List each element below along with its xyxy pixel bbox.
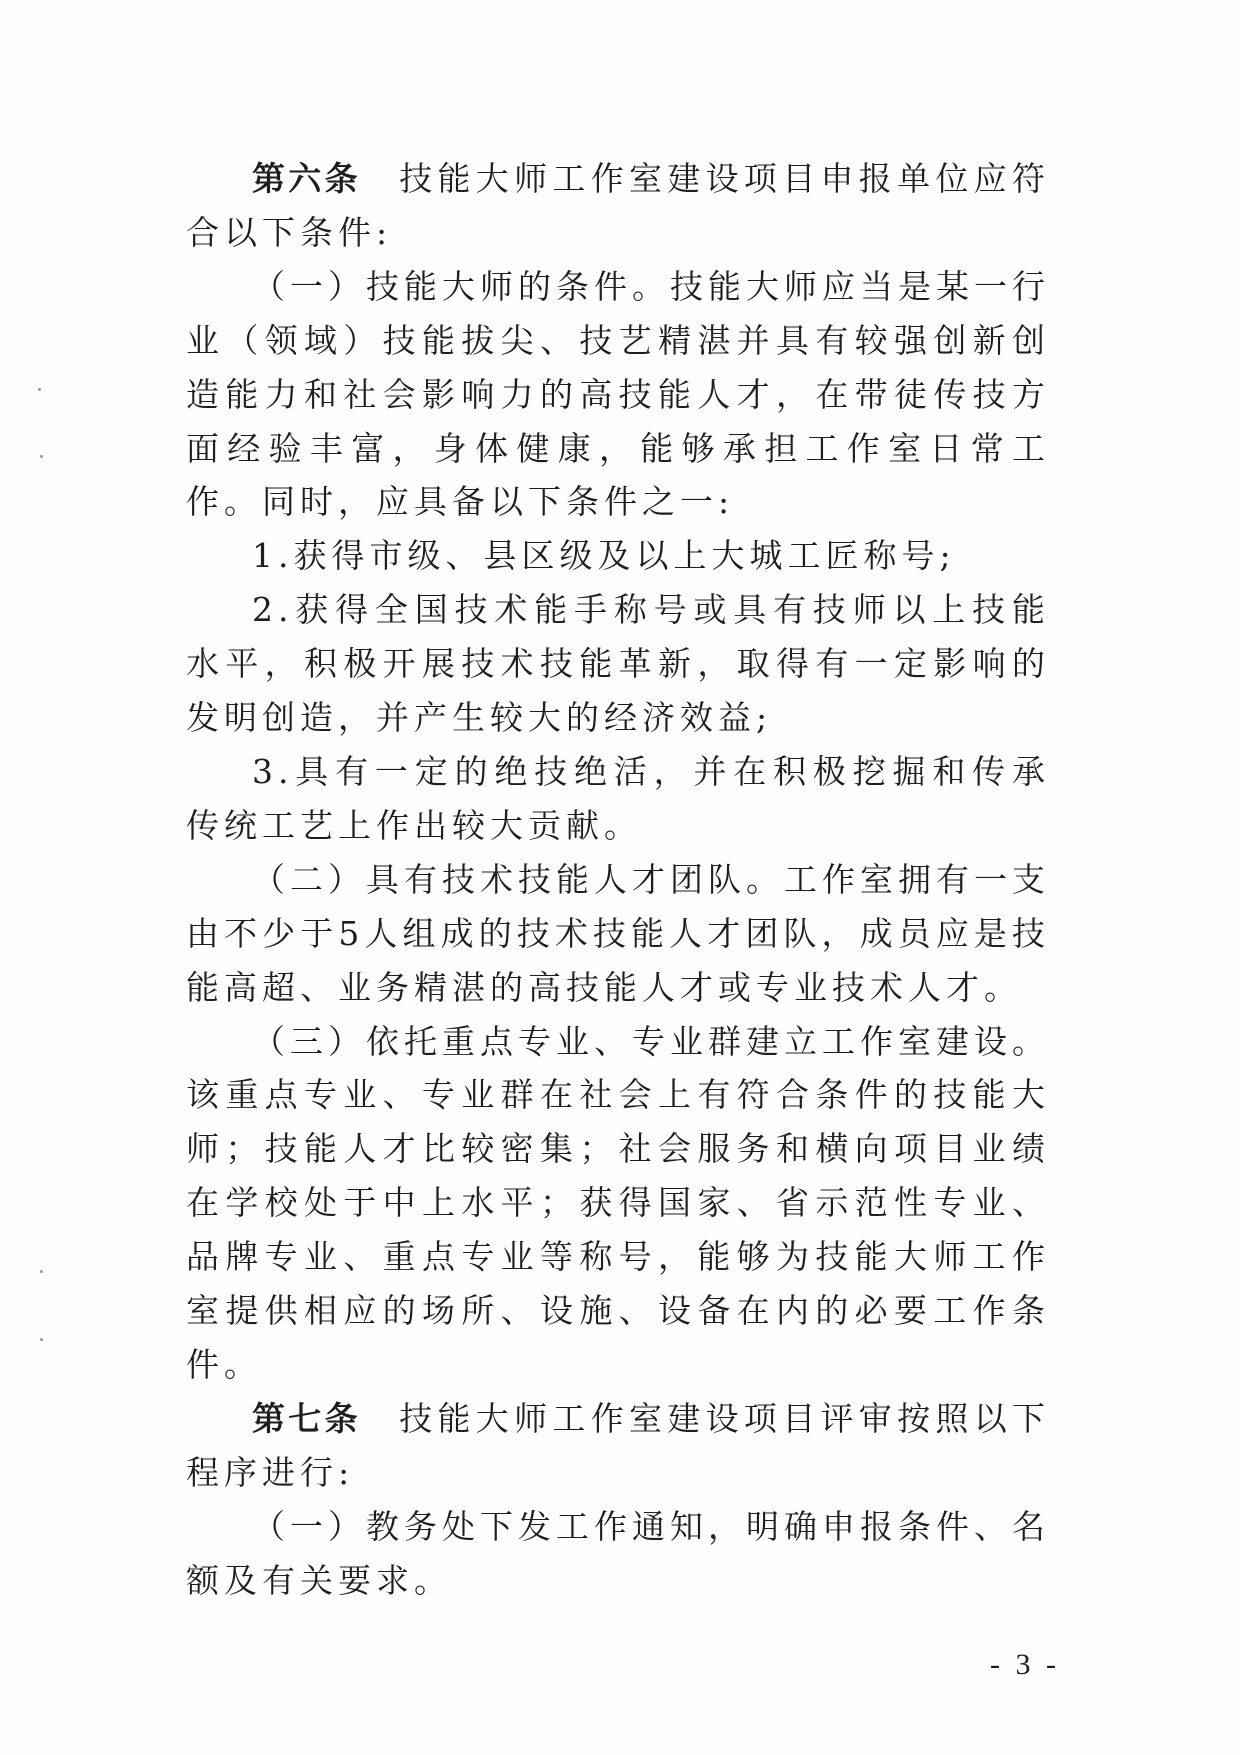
article-7-text: 技能大师工作室建设项目评审按照以下程序进行: [186,1398,1051,1492]
condition-1-item-2: 2.获得全国技术能手称号或具有技师以上技能水平，积极开展技术技能革新，取得有一定影响的发明创造，并产生较大的经济效益; [186,590,1050,738]
condition-2-paragraph: （二）具有技术技能人才团队。工作室拥有一支由不少于5人组成的技术技能人才团队，成员应是技能高超、业务精湛的高技能人才或专业技术人才。 [186,859,1050,1007]
article-6-text: 技能大师工作室建设项目申报单位应符合以下条件: [186,159,1051,252]
condition-1-item-1: 1.获得市级、县区级及以上大城工匠称号; [252,536,956,576]
article-6-label: 第六条 [252,159,361,198]
page-number: - 3 - [990,1648,1060,1681]
scan-speck [40,455,43,458]
scan-speck [40,1338,43,1341]
document-body [186,152,1050,1607]
condition-1-paragraph: （一）技能大师的条件。技能大师应当是某一行业（领域）技能拔尖、技艺精湛并具有较强创新创造能力和社会影响力的高技能人才，在带徒传技方面经验丰富，身体健康，能够承担工作室日常工作。同时，应具备以下条件之一: [186,266,1050,522]
condition-1-item-3: 3.具有一定的绝技绝活，并在积极挖掘和传承传统工艺上作出较大贡献。 [186,751,1050,845]
procedure-1-paragraph: （一）教务处下发工作通知，明确申报条件、名额及有关要求。 [186,1506,1050,1600]
article-7-label: 第七条 [252,1398,361,1438]
scan-speck [38,388,41,391]
condition-3-paragraph: （三）依托重点专业、专业群建立工作室建设。该重点专业、专业群在社会上有符合条件的技能大师；技能人才比较密集；社会服务和横向项目业绩在学校处于中上水平；获得国家、省示范性专业、品牌专业、重点专业等称号，能够为技能大师工作室提供相应的场所、设施、设备在内的必要工作条件。 [186,1021,1050,1384]
scan-speck [40,1270,43,1273]
article-6-paragraph [186,152,1050,260]
article-7-paragraph [186,1392,1050,1500]
